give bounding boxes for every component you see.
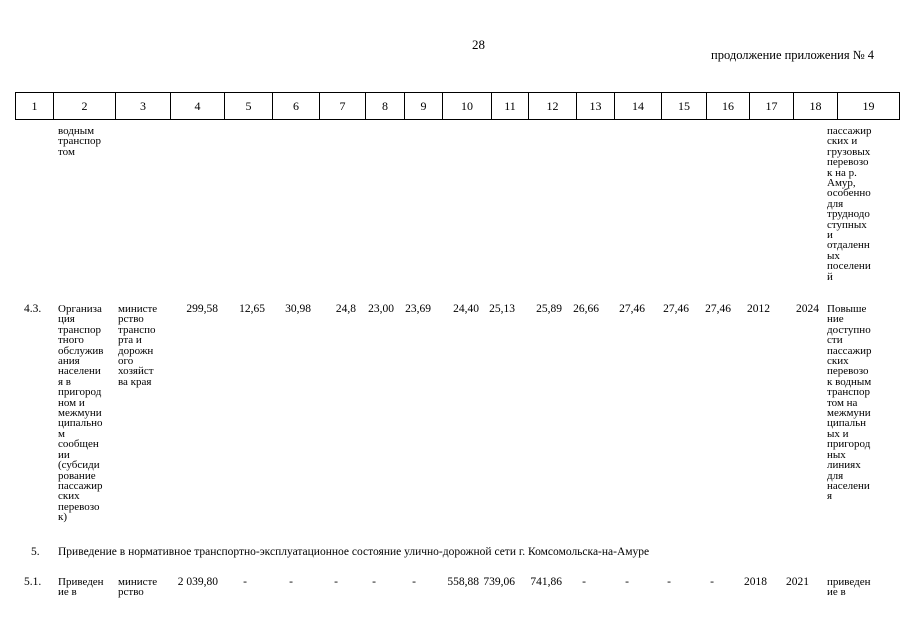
cell-col-9: - xyxy=(412,576,416,588)
cell-col-6: 30,98 xyxy=(285,303,311,315)
cell-col-13: - xyxy=(582,576,586,588)
cell-col-15: 27,46 xyxy=(663,303,689,315)
header-col-3: 3 xyxy=(116,93,171,120)
cell-col-14: 27,46 xyxy=(619,303,645,315)
header-col-18: 18 xyxy=(794,93,838,120)
header-col-7: 7 xyxy=(320,93,366,120)
header-col-6: 6 xyxy=(273,93,320,120)
cell-col-16: 27,46 xyxy=(705,303,731,315)
cell-col-4: 2 039,80 xyxy=(177,576,218,588)
column-header-row xyxy=(15,92,900,120)
row-number: 5.1. xyxy=(24,576,42,588)
header-col-11: 11 xyxy=(492,93,529,120)
cell-col-8: 23,00 xyxy=(368,303,394,315)
continuation-label: продолжение приложения № 4 xyxy=(711,48,874,62)
cell-col-12: 25,89 xyxy=(536,303,562,315)
cell-col-12: 741,86 xyxy=(530,576,562,588)
header-col-14: 14 xyxy=(615,93,662,120)
cell-col-10: 24,40 xyxy=(453,303,479,315)
row-expected-result: приведен ие в xyxy=(827,576,871,599)
continued-result-text: пассажир ских и грузовых перевозо к на р. Амур, особенно для труднодо ступных и отдаленн ых поселени й xyxy=(827,125,872,283)
header-col-13: 13 xyxy=(577,93,615,120)
header-col-19: 19 xyxy=(838,93,900,120)
cell-col-13: 26,66 xyxy=(573,303,599,315)
continued-name-text: водным транспор том xyxy=(58,125,101,158)
cell-col-11: 739,06 xyxy=(483,576,515,588)
cell-col-11: 25,13 xyxy=(489,303,515,315)
row-measure-name: Организа ция транспор тного обслужив ания населени я в пригород ном и межмуни ципально м сообщен ии (субсиди рование пассажир ских перевозо к) xyxy=(58,303,104,524)
row-expected-result: Повыше ние доступно сти пассажир ских перевозо к водным транспор том на межмуни ципальн ых и пригород ных линиях для населени я xyxy=(827,303,872,503)
header-col-16: 16 xyxy=(707,93,750,120)
header-col-1: 1 xyxy=(16,93,54,120)
row-executor: министе рство xyxy=(118,576,158,599)
cell-col-16: - xyxy=(710,576,714,588)
header-col-4: 4 xyxy=(171,93,225,120)
header-col-12: 12 xyxy=(529,93,577,120)
cell-col-7: - xyxy=(334,576,338,588)
section-number: 5. xyxy=(31,546,40,558)
header-col-15: 15 xyxy=(662,93,707,120)
row-executor: министе рство транспо рта и дорожн ого хозяйст ва края xyxy=(118,303,158,388)
cell-col-6: - xyxy=(289,576,293,588)
header-col-8: 8 xyxy=(366,93,405,120)
header-col-2: 2 xyxy=(54,93,116,120)
cell-col-15: - xyxy=(667,576,671,588)
cell-col-5: - xyxy=(243,576,247,588)
cell-col-17: 2018 xyxy=(744,576,767,588)
header-col-17: 17 xyxy=(750,93,794,120)
cell-col-5: 12,65 xyxy=(239,303,265,315)
cell-col-18: 2021 xyxy=(786,576,809,588)
cell-col-17: 2012 xyxy=(747,303,770,315)
cell-col-4: 299,58 xyxy=(186,303,218,315)
section-title: Приведение в нормативное транспортно-эксплуатационное состояние улично-дорожной сети г. Комсомольска-на-Амуре xyxy=(58,546,650,558)
cell-col-18: 2024 xyxy=(796,303,819,315)
cell-col-9: 23,69 xyxy=(405,303,431,315)
row-number: 4.3. xyxy=(24,303,42,315)
cell-col-8: - xyxy=(372,576,376,588)
row-measure-name: Приведен ие в xyxy=(58,576,104,599)
cell-col-7: 24,8 xyxy=(335,303,356,315)
page-number: 28 xyxy=(472,37,485,52)
header-col-5: 5 xyxy=(225,93,273,120)
cell-col-14: - xyxy=(625,576,629,588)
header-col-10: 10 xyxy=(443,93,492,120)
header-col-9: 9 xyxy=(405,93,443,120)
cell-col-10: 558,88 xyxy=(447,576,479,588)
